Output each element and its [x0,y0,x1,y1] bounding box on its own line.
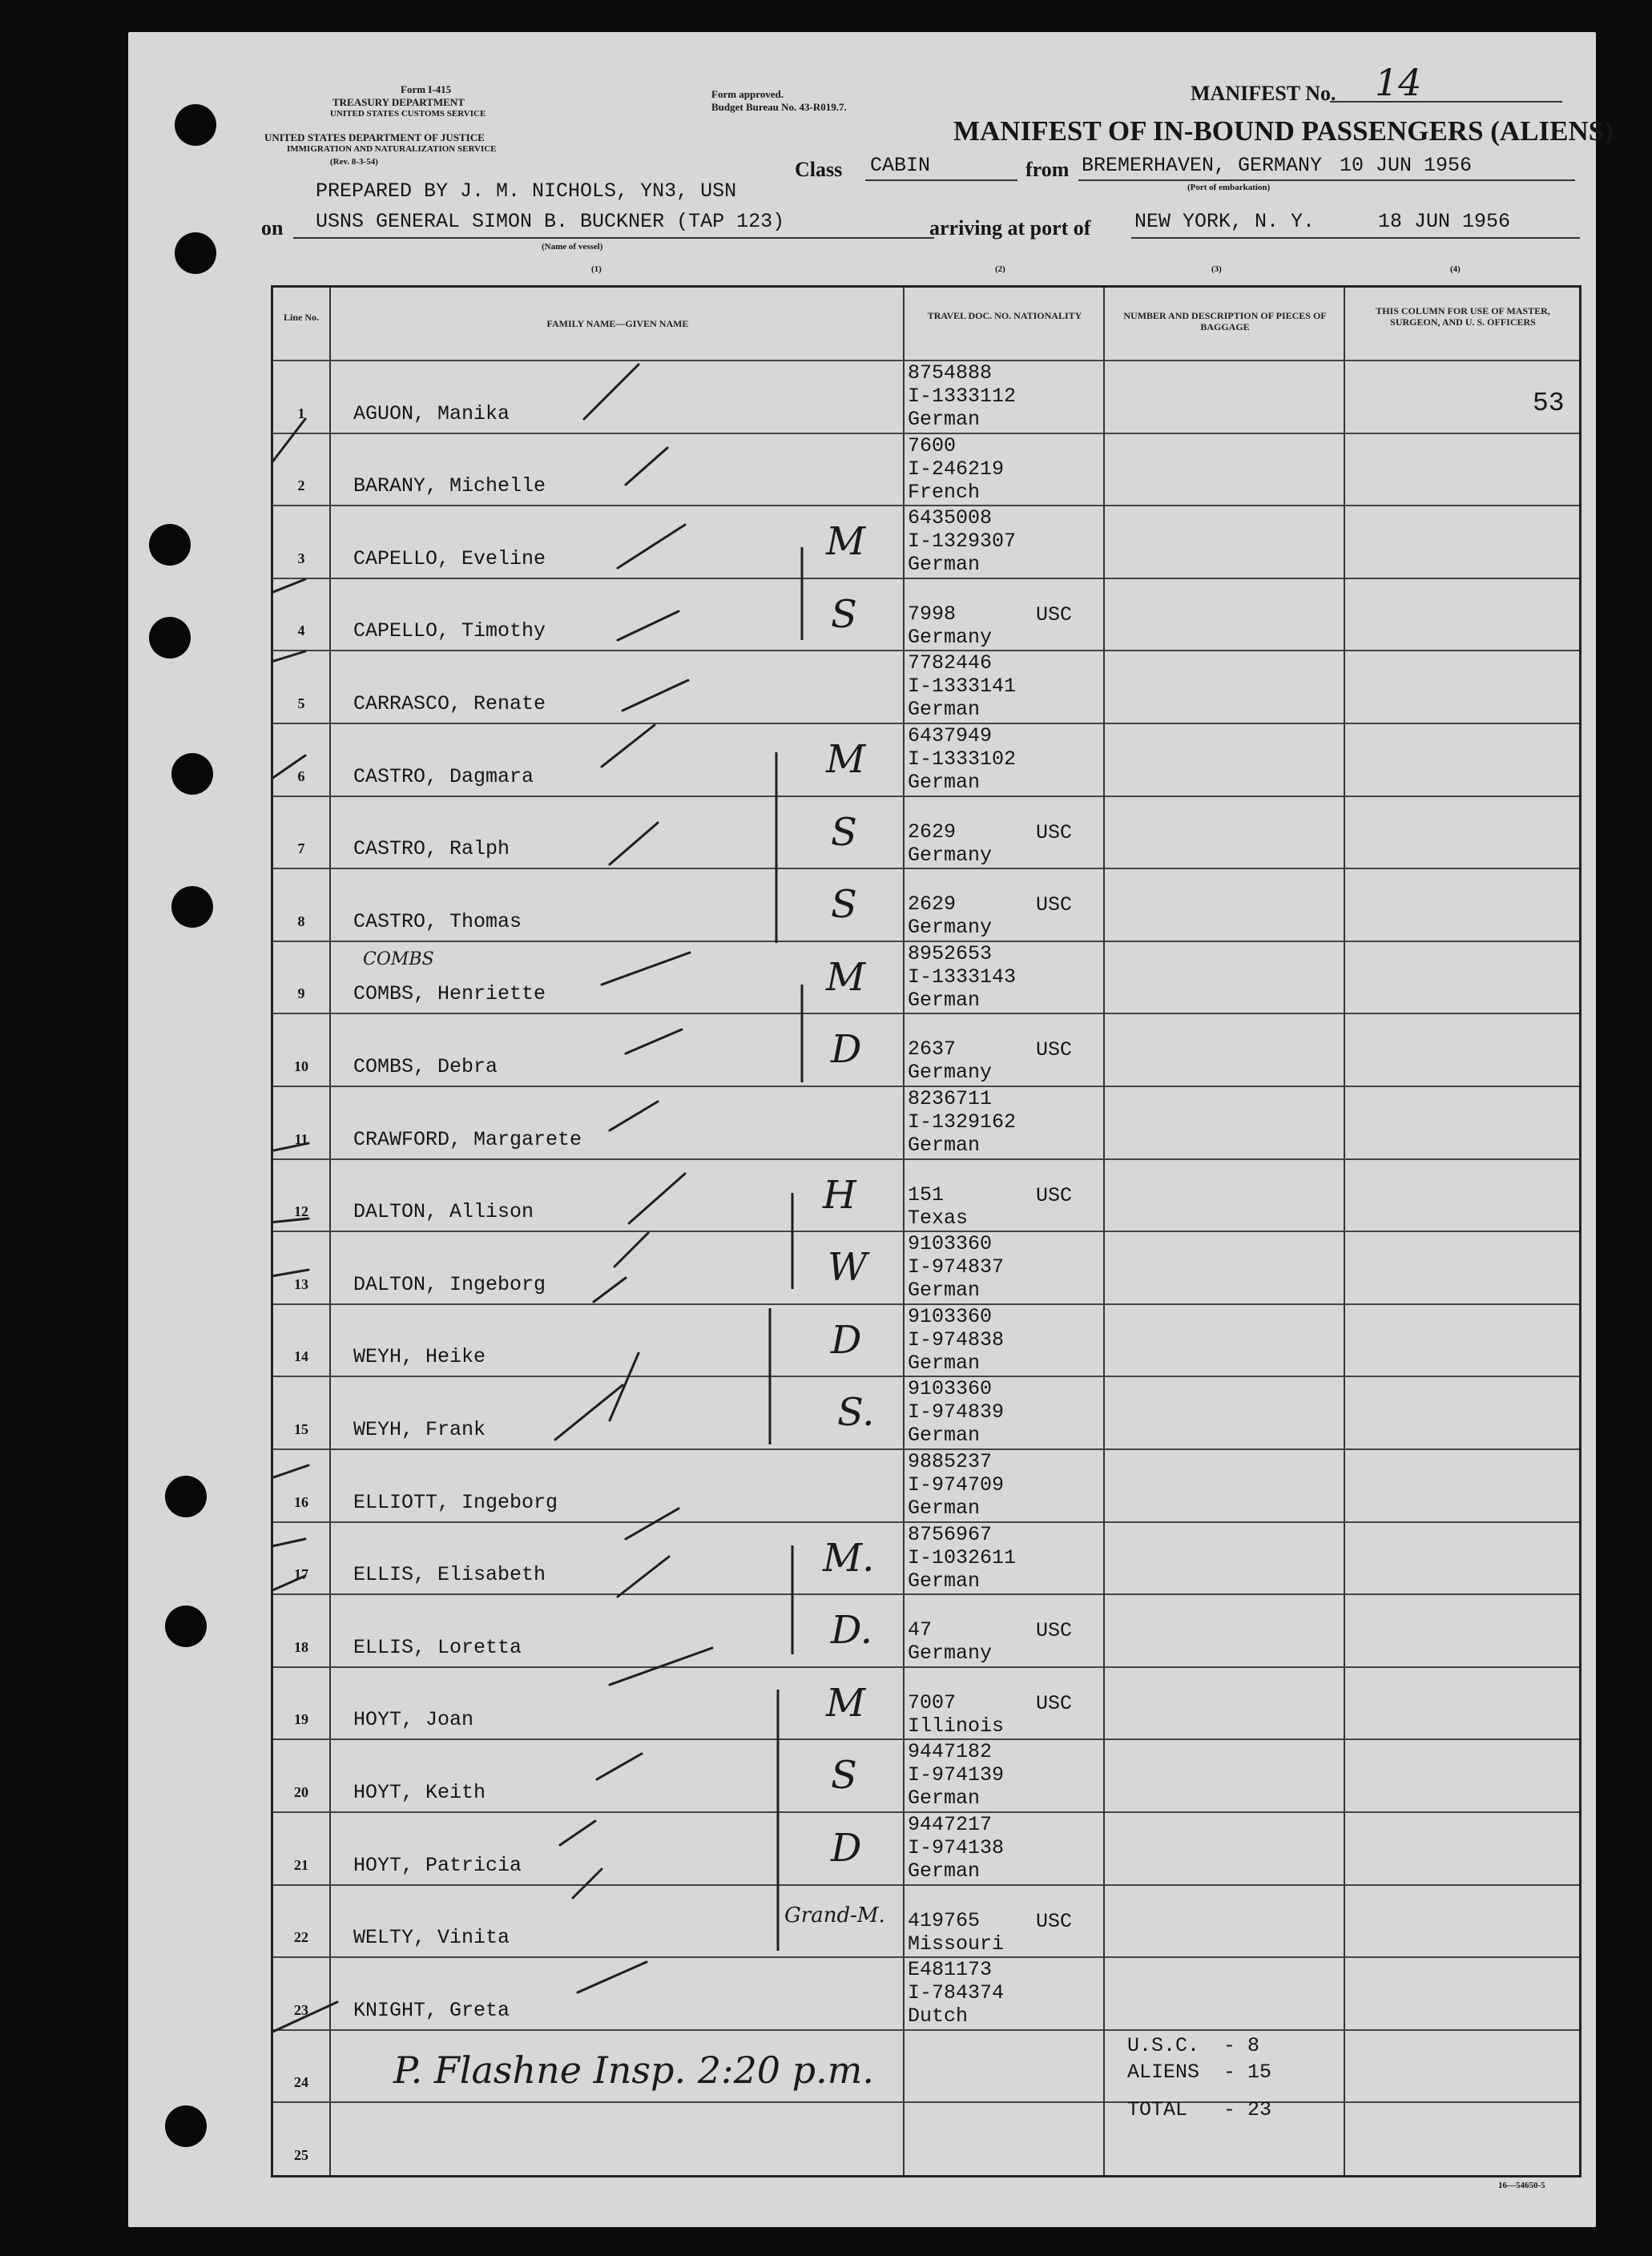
passenger-name: KNIGHT, Greta [353,1998,510,2022]
arriving-label: arriving at port of [929,216,1091,240]
passenger-name: HOYT, Joan [353,1708,474,1732]
usc-marker: USC [1036,893,1073,917]
travel-doc-line: I-1333102 [908,747,1017,771]
relationship-note: Grand-M. [784,1903,885,1928]
binder-hole [165,1605,207,1647]
line-number: 1 [297,405,305,421]
usc-marker: USC [1036,1183,1073,1207]
line-number: 4 [297,622,305,639]
binder-hole [165,2105,207,2147]
passenger-name: CASTRO, Thomas [353,909,522,933]
column-number-4: (4) [1450,264,1461,274]
travel-doc-line: 9103360 [908,1232,993,1256]
header-baggage: NUMBER AND DESCRIPTION OF PIECES OF BAGGAGE [1123,310,1327,332]
line-number: 8 [297,912,305,929]
relationship-note: S [831,882,857,928]
passenger-name: DALTON, Allison [353,1200,534,1224]
relationship-note: S [831,591,857,637]
relationship-note: H [823,1172,856,1218]
passenger-name: WEYH, Heike [353,1345,486,1369]
travel-doc-line: German [908,1424,981,1448]
travel-doc-line: I-246219 [908,457,1005,481]
line-number: 2 [297,477,305,494]
travel-doc-line: 47 [908,1618,933,1642]
travel-doc-line: German [908,698,981,722]
travel-doc-line: German [908,1279,981,1303]
header-travel-doc: TRAVEL DOC. NO. NATIONALITY [927,310,1082,321]
travel-doc-line: 9447217 [908,1813,993,1836]
travel-doc-line: E481173 [908,1958,993,1982]
binder-hole [171,753,213,795]
form-number: Form I-415 [401,83,452,95]
relationship-note: M [826,954,866,1000]
passenger-name: CRAWFORD, Margarete [353,1127,582,1151]
line-number: 22 [294,1929,308,1946]
travel-doc-line: I-1032611 [908,1545,1017,1569]
travel-doc-line: 7007 [908,1690,957,1714]
column-number-2: (2) [995,264,1005,274]
travel-doc-line: German [908,408,981,431]
travel-doc-line: 2629 [908,892,957,916]
passenger-name: COMBS, Debra [353,1055,498,1078]
relationship-note: M [826,737,866,782]
travel-doc-line: 2629 [908,820,957,844]
line-number: 14 [294,1348,308,1365]
travel-doc-line: 7998 [908,602,957,626]
relationship-note: D [831,1826,862,1871]
aliens-total-value: - 15 [1223,2061,1272,2084]
binder-hole [171,886,213,928]
column-number-3: (3) [1211,264,1222,274]
handwritten-check-marks [273,288,1579,2175]
travel-doc-line: I-1333112 [908,385,1017,408]
passenger-name: COMBS, Henriette [353,982,546,1006]
binder-hole [149,617,191,659]
usc-marker: USC [1036,1909,1073,1933]
line-number: 17 [294,1566,308,1583]
line-number: 16 [294,1493,308,1510]
binder-hole [175,232,216,274]
relationship-note: D. [831,1608,873,1654]
aliens-total-label: ALIENS [1127,2061,1200,2084]
arriving-port: NEW YORK, N. Y. [1134,210,1316,233]
relationship-note: S [831,809,857,855]
arriving-date: 18 JUN 1956 [1378,210,1511,233]
travel-doc-line: Texas [908,1206,969,1230]
travel-doc-line: German [908,1497,981,1520]
line-number: 9 [297,985,305,1002]
manifest-no-value: 14 [1375,61,1422,104]
line-number: 23 [294,2001,308,2018]
customs-service: UNITED STATES CUSTOMS SERVICE [330,109,486,119]
passenger-name: WELTY, Vinita [353,1926,510,1950]
form-approved: Form approved. [711,88,784,100]
passenger-name: ELLIS, Elisabeth [353,1563,546,1587]
relationship-note: D [831,1027,862,1073]
line-number: 18 [294,1638,308,1655]
travel-doc-line: 8952653 [908,941,993,965]
usc-total-label: U.S.C. [1127,2034,1200,2057]
line-number: 25 [294,2147,308,2163]
passenger-name: ELLIS, Loretta [353,1635,522,1659]
line-number: 6 [297,767,305,784]
on-label: on [261,216,284,240]
travel-doc-line: German [908,771,981,794]
column-number-1: (1) [591,264,602,274]
manifest-title: MANIFEST OF IN-BOUND PASSENGERS (ALIENS) [953,115,1614,147]
travel-doc-line: German [908,1134,981,1157]
travel-doc-line: German [908,1351,981,1375]
travel-doc-line: I-1329162 [908,1110,1017,1134]
line-number: 15 [294,1421,308,1437]
relationship-note: S. [837,1390,875,1436]
travel-doc-line: 9103360 [908,1304,993,1328]
travel-doc-line: I-974838 [908,1327,1005,1352]
travel-doc-line: 7600 [908,433,957,457]
usc-marker: USC [1036,1038,1073,1062]
line-number: 7 [297,840,305,857]
travel-doc-line: Germany [908,916,993,940]
inspector-note: P. Flashne Insp. 2:20 p.m. [393,2049,874,2092]
passenger-name: WEYH, Frank [353,1418,486,1441]
footer-code: 16—54650-5 [1498,2181,1545,2190]
from-value: BREMERHAVEN, GERMANY [1082,154,1323,177]
line-number: 5 [297,695,305,711]
passenger-name: CAPELLO, Eveline [353,546,546,570]
travel-doc-line: German [908,1859,981,1883]
passenger-name: CAPELLO, Timothy [353,619,546,643]
from-label: from [1025,158,1070,181]
grand-total-value: - 23 [1223,2098,1272,2121]
class-label: Class [795,158,843,181]
treasury-dept: TREASURY DEPARTMENT [332,96,465,108]
usc-marker: USC [1036,820,1073,844]
travel-doc-line: 8756967 [908,1522,993,1546]
travel-doc-line: I-1333143 [908,965,1017,989]
vessel-name: USNS GENERAL SIMON B. BUCKNER (TAP 123) [316,210,785,233]
travel-doc-line: I-1329307 [908,530,1017,554]
from-date: 10 JUN 1956 [1340,154,1473,177]
line-number: 10 [294,1058,308,1074]
usc-total-value: - 8 [1223,2034,1260,2057]
travel-doc-line: German [908,553,981,577]
passenger-name: CARRASCO, Renate [353,692,546,715]
line-number: 12 [294,1203,308,1220]
usc-marker: USC [1036,1619,1073,1643]
ins-service: IMMIGRATION AND NATURALIZATION SERVICE [287,144,497,154]
travel-doc-line: Germany [908,843,993,867]
binder-hole [149,524,191,566]
relationship-note: D [831,1317,862,1363]
travel-doc-line: German [908,988,981,1012]
travel-doc-line: 9447182 [908,1740,993,1764]
usc-marker: USC [1036,602,1073,626]
line-number: 21 [294,1856,308,1873]
passenger-name: HOYT, Keith [353,1781,486,1804]
travel-doc-line: Illinois [908,1714,1005,1738]
passenger-table [271,285,1581,2177]
travel-doc-line: Germany [908,1642,993,1666]
travel-doc-line: Germany [908,625,993,649]
passenger-name: AGUON, Manika [353,401,510,425]
passenger-name: ELLIOTT, Ingeborg [353,1490,558,1514]
relationship-note: W [828,1245,868,1291]
travel-doc-line: I-974837 [908,1255,1005,1279]
line-number: 20 [294,1784,308,1800]
relationship-note: M [826,519,866,565]
vessel-caption: (Name of vessel) [542,242,603,252]
line-number: 13 [294,1275,308,1292]
officer-note: 53 [1533,389,1565,418]
travel-doc-line: I-974138 [908,1836,1005,1859]
combs-correction: COMBS [363,949,434,969]
form-revision: (Rev. 8-3-54) [330,157,378,167]
travel-doc-line: 6437949 [908,724,993,747]
passenger-name: BARANY, Michelle [353,474,546,498]
travel-doc-line: 8236711 [908,1087,993,1110]
travel-doc-line: I-974709 [908,1473,1005,1497]
manifest-no-label: MANIFEST No. [1191,82,1336,105]
travel-doc-line: French [908,480,981,504]
travel-doc-line: Dutch [908,2004,969,2028]
passenger-name: CASTRO, Dagmara [353,764,534,788]
prepared-by: PREPARED BY J. M. NICHOLS, YN3, USN [316,179,737,203]
travel-doc-line: German [908,1569,981,1593]
justice-dept: UNITED STATES DEPARTMENT OF JUSTICE [264,131,485,143]
class-value: CABIN [870,154,931,177]
budget-bureau: Budget Bureau No. 43-R019.7. [711,101,847,113]
line-number: 24 [294,2074,308,2091]
passenger-name: CASTRO, Ralph [353,837,510,861]
travel-doc-line: Missouri [908,1932,1005,1956]
travel-doc-line: 2637 [908,1037,957,1062]
relationship-note: M. [823,1535,875,1581]
line-number: 11 [294,1130,308,1147]
line-number: 3 [297,550,305,566]
header-officers: THIS COLUMN FOR USE OF MASTER, SURGEON, AND U. S. OFFICERS [1376,305,1550,328]
relationship-note: M [826,1680,866,1726]
travel-doc-line: 7782446 [908,651,993,675]
binder-hole [175,104,216,146]
travel-doc-line: 8754888 [908,361,993,385]
header-name: FAMILY NAME—GIVEN NAME [546,318,689,329]
travel-doc-line: I-974139 [908,1763,1005,1787]
usc-marker: USC [1036,1691,1073,1715]
travel-doc-line: I-784374 [908,1981,1005,2005]
travel-doc-line: I-974839 [908,1400,1005,1424]
passenger-name: HOYT, Patricia [353,1853,522,1877]
travel-doc-line: I-1333141 [908,675,1017,699]
travel-doc-line: 6435008 [908,506,993,530]
travel-doc-line: 9103360 [908,1377,993,1401]
travel-doc-line: 419765 [908,1908,981,1932]
passenger-name: DALTON, Ingeborg [353,1272,546,1296]
travel-doc-line: German [908,1787,981,1811]
line-number: 19 [294,1711,308,1728]
travel-doc-line: 9885237 [908,1450,993,1473]
travel-doc-line: 151 [908,1182,945,1207]
port-embarkation-caption: (Port of embarkation) [1187,183,1271,192]
relationship-note: S [831,1753,857,1799]
header-line-no: Line No. [283,312,319,323]
grand-total-label: TOTAL [1127,2098,1188,2121]
travel-doc-line: Germany [908,1061,993,1085]
binder-hole [165,1476,207,1517]
